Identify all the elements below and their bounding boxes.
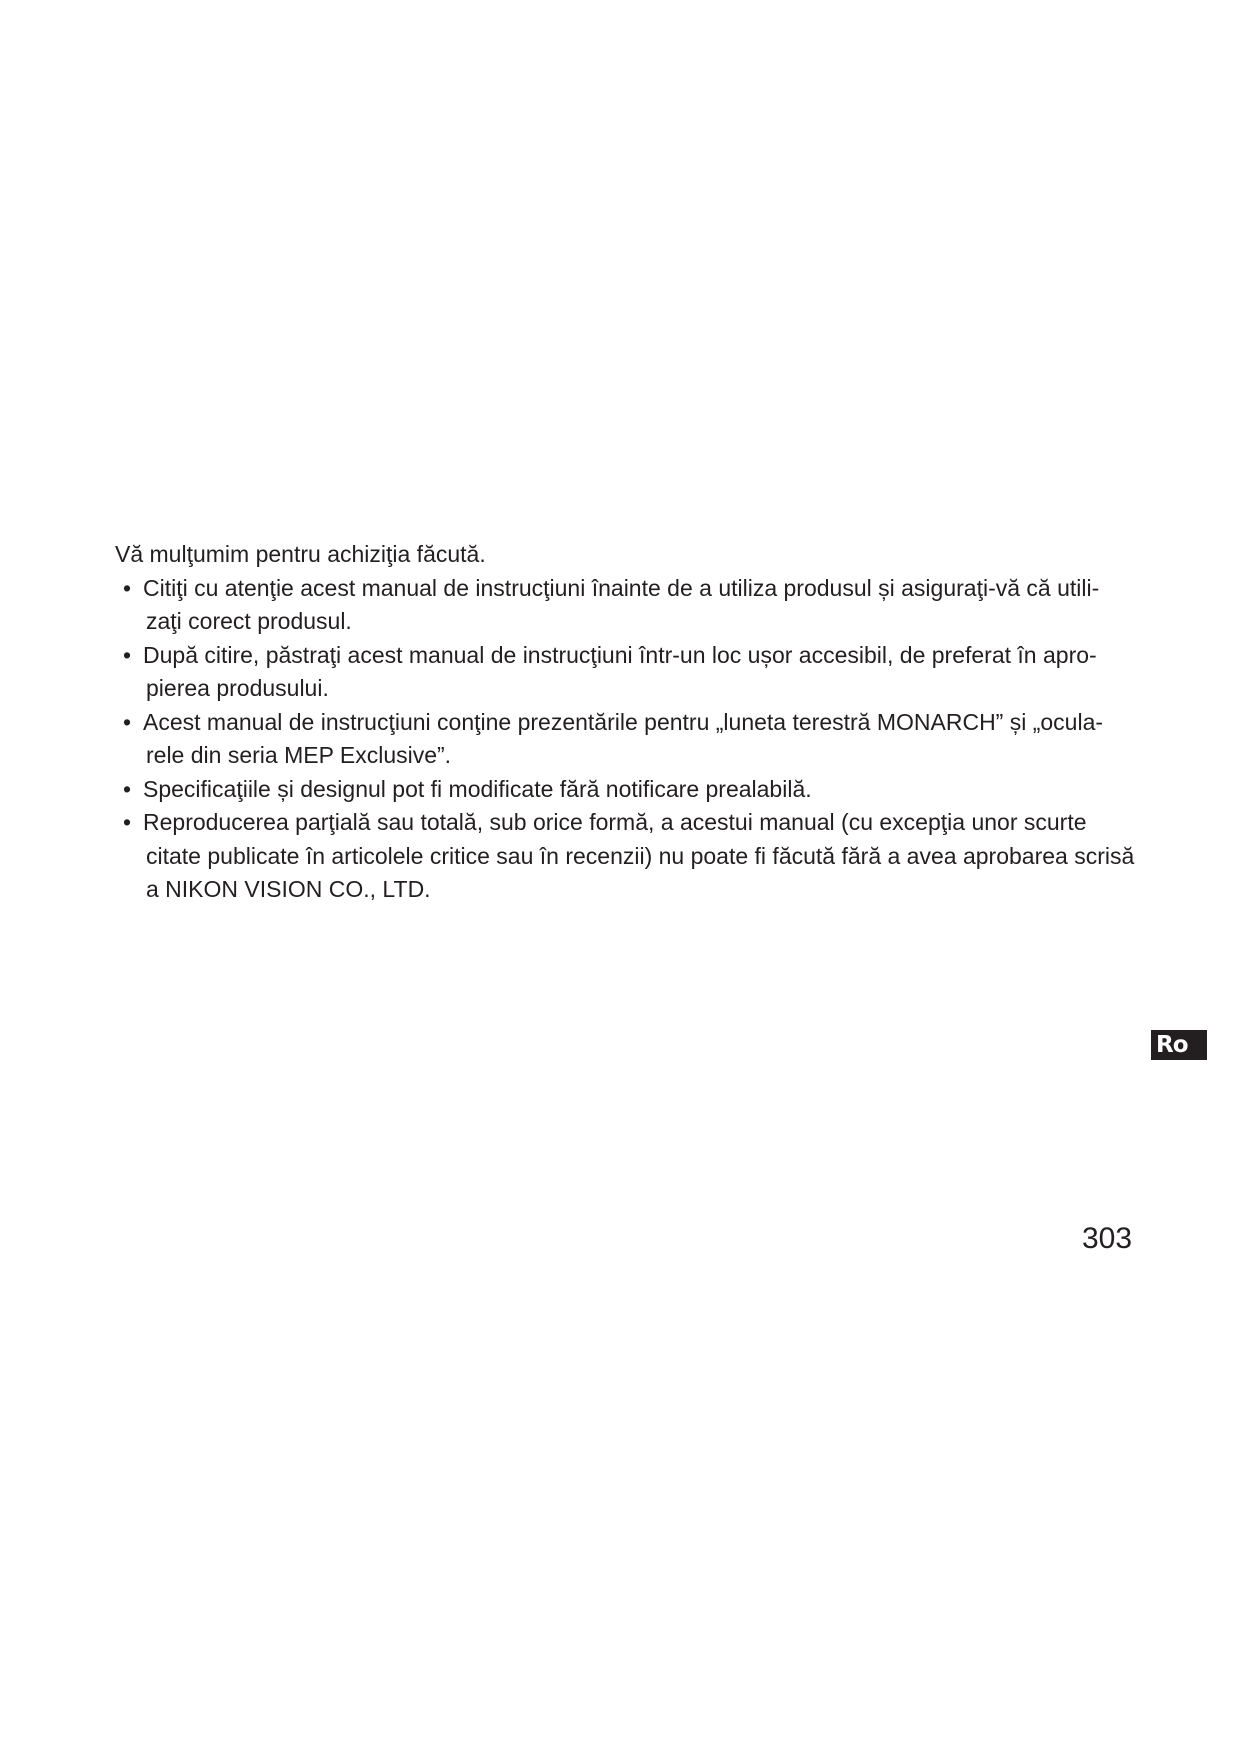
list-item bbox=[115, 706, 1145, 773]
list-item bbox=[115, 806, 1145, 907]
list-item-line: Specificaţiile și designul pot fi modificate fără notificare prealabilă. bbox=[143, 775, 812, 802]
list-item-line: rele din seria MEP Exclusive”. bbox=[146, 742, 452, 768]
list-item-line: Acest manual de instrucţiuni conţine prezentările pentru „luneta terestră MONARCH” și „ocula- bbox=[143, 708, 1104, 735]
list-item-line: După citire, păstraţi acest manual de instrucţiuni într-un loc ușor accesibil, de preferat în apro- bbox=[143, 641, 1097, 668]
bullet-icon: • bbox=[123, 775, 132, 802]
bullet-icon: • bbox=[123, 708, 132, 735]
list-item-line: Citiţi cu atenţie acest manual de instrucţiuni înainte de a utiliza produsul și asiguraţi-vă că utili- bbox=[143, 574, 1100, 601]
intro-text: Vă mulţumim pentru achiziţia făcută. bbox=[115, 541, 486, 567]
bullet-icon: • bbox=[123, 809, 132, 835]
list-item bbox=[115, 572, 1145, 639]
list-item-line: citate publicate în articolele critice sau în recenzii) nu poate fi făcută fără a avea aprobarea scrisă bbox=[146, 842, 1135, 869]
notice-list bbox=[115, 572, 1145, 907]
list-item bbox=[115, 639, 1145, 706]
list-item-line: a NIKON VISION CO., LTD. bbox=[146, 876, 431, 902]
list-item-line: zaţi corect produsul. bbox=[146, 608, 352, 634]
list-item-line: pierea produsului. bbox=[146, 675, 329, 701]
list-item-line: Reproducerea parţială sau totală, sub orice formă, a acestui manual (cu excepţia unor scurte bbox=[143, 809, 1087, 835]
page-number: 303 bbox=[1082, 1222, 1133, 1255]
main-text-block bbox=[115, 538, 1145, 907]
bullet-icon: • bbox=[123, 641, 132, 668]
language-tab: Ro bbox=[1151, 1030, 1207, 1060]
bullet-icon: • bbox=[123, 574, 132, 601]
list-item bbox=[115, 773, 1145, 807]
